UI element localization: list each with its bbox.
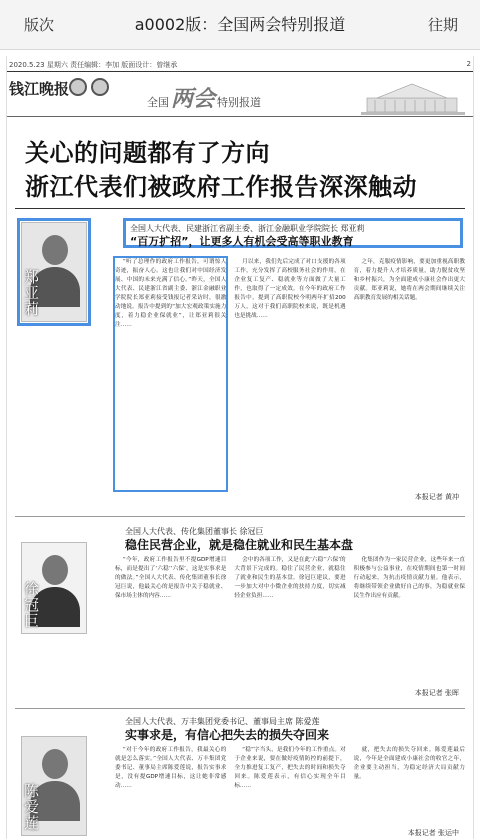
article-subhead: 稳住民营企业，就是稳住就业和民生基本盘 (125, 538, 354, 552)
portrait-photo[interactable] (21, 222, 87, 322)
article-header-box[interactable] (123, 218, 463, 248)
past-issues-button[interactable]: 往期 (427, 16, 458, 34)
article-divider (15, 708, 465, 709)
article-column (354, 746, 465, 826)
newspaper-page (6, 56, 474, 839)
article-column (115, 556, 226, 686)
portrait-name: 郑亚莉 (24, 268, 40, 318)
article-column (234, 258, 345, 490)
portrait-head (42, 749, 68, 779)
article-subhead: “百万扩招”，让更多人有机会受高等职业教育 (130, 235, 354, 248)
seal-icon (69, 78, 87, 96)
headline-line-2: 浙江代表们被政府工作报告深深触动 (25, 173, 417, 201)
column-text: “稳”字当头，是我们今年的工作重点。对于企业来说，要在做好疫情防控的前提下，全力推进复工复产，把失去的时间和损失夺回来。陈爱莲表示，有信心实现全年目标…… (234, 747, 346, 789)
article-subhead: 实事求是，有信心把失去的损失夺回来 (125, 728, 330, 742)
emblem-icon (91, 78, 109, 96)
reporter-credit: 本报记者 张晖 (414, 689, 459, 697)
article-zheng-yali[interactable] (15, 216, 467, 508)
top-nav-bar (0, 0, 480, 50)
section-banner (147, 82, 261, 113)
portrait-name: 陈爱莲 (24, 782, 40, 832)
article-column (354, 556, 465, 686)
reporter-credit: 本报记者 张运中 (407, 829, 459, 837)
column-text: 会中的各项工作，又是在此‘六稳’‘六保’的大背景下完成的。稳住了民营企业，就稳住了就业和民生的基本盘。徐冠巨建议，要进一步加大对中小微企业的扶持力度，切实减轻企业负担…… (234, 557, 346, 599)
masthead-logo: 钱江晚报 (9, 80, 70, 98)
portrait-photo[interactable] (21, 736, 87, 836)
portrait-name: 徐冠巨 (24, 580, 40, 630)
edition-button[interactable]: 版次 (24, 16, 55, 34)
page-meta (7, 60, 473, 72)
page-number: 2 (466, 60, 471, 68)
great-hall-skyline-icon (357, 76, 467, 116)
article-column (234, 556, 345, 686)
article-byline: 全国人大代表、万丰集团党委书记、董事局主席 陈爱莲 (125, 717, 320, 726)
column-text: “听了总理作的政府工作报告，可谓惊人奇迹，振奋人心。这也让我们对中国经济发展、中国的未来充满了信心。”昨天，全国人大代表、民建浙江省副主委、浙江金融职业学院院长郑亚莉接受钱报记者采访时，很激动地说。报告中提到的“加大宏观政策实施力度，着力稳企业保就业”，让郑亚莉很关注…… (115, 259, 227, 328)
portrait-head (42, 555, 68, 585)
article-column (115, 746, 226, 826)
column-text: 化集团作为一家民营企业，这些年来一直积极参与公益事业，在疫情期间也第一时间行动起来，为抗击疫情贡献力量。他表示，将继续带领企业做好自己的事，为稳就业保民生作出应有贡献。 (353, 557, 465, 599)
portrait-photo[interactable] (21, 542, 87, 634)
headline-rule (15, 208, 465, 209)
column-text: 就，把失去的损失夺回来。陈爱莲最后说，今年是全面建成小康社会的收官之年，企业要主动担当，为稳定经济大局贡献力量。 (353, 747, 465, 780)
reporter-credit: 本报记者 黄冲 (414, 493, 459, 501)
column-text: “对于今年的政府工作报告，我最关心的就是怎么落实。”全国人大代表、万丰集团党委书记、董事局主席陈爱莲说，报告实事求是，没有提GDP增速目标，这让她非常感动…… (115, 747, 227, 789)
article-divider (15, 516, 465, 517)
section-suffix: 特别报道 (217, 96, 262, 109)
article-xu-guanju[interactable] (15, 524, 467, 702)
article-column (234, 746, 345, 826)
banner-rule (7, 116, 473, 117)
article-body (115, 258, 465, 490)
article-body (115, 746, 465, 826)
headline-line-1: 关心的问题都有了方向 (25, 139, 270, 167)
column-text: “今年，政府工作报告里不提GDP增速目标，而是提出了‘六稳’‘六保’，这是实事求是的做法。”全国人大代表、传化集团董事长徐冠巨说，他最关心的是报告中关于稳就业、保市场主体的内容…… (115, 557, 227, 599)
article-column (354, 258, 465, 490)
column-text: 之年，克服疫情影响，要更加重视高职教育，着力提升人才培养质量，助力脱贫攻坚和乡村振兴，为全面建成小康社会作出更大贡献。郑亚莉说，她将在两会期间继续关注高职教育发展的相关话题。 (353, 259, 465, 301)
column-text: 月以来，我们先后完成了对口支援的各项工作，充分发挥了高校服务社会的作用，在企业复工复产、稳就业等方面做了大量工作，也取得了一定成效。在今年的政府工作报告中，提到了高职院校今明两年扩招200万人，这对于我们高职院校来说，既是机遇也是挑战…… (234, 259, 346, 319)
headline[interactable] (25, 136, 465, 204)
article-column[interactable] (115, 258, 226, 490)
article-body (115, 556, 465, 686)
section-prefix: 全国 (147, 96, 169, 109)
article-byline: 全国人大代表、传化集团董事长 徐冠巨 (125, 527, 264, 536)
article-byline: 全国人大代表、民建浙江省副主委、浙江金融职业学院院长 郑亚莉 (130, 224, 365, 233)
portrait-head (42, 235, 68, 265)
article-chen-ailian[interactable] (15, 714, 467, 839)
page-title: a0002版：全国两会特别报道 (134, 15, 346, 34)
page-meta-text: 2020.5.23 星期六 责任编辑：李加 版面设计：曾继承 (9, 61, 178, 69)
section-big: 两会 (171, 86, 216, 112)
